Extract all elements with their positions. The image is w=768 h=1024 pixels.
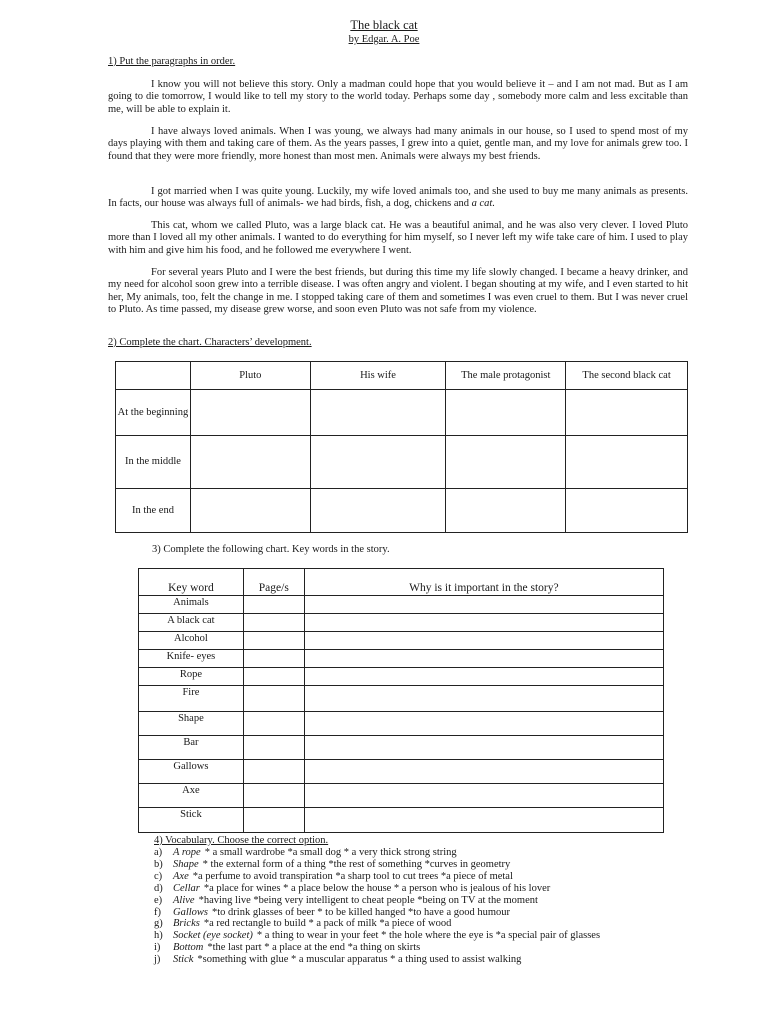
section4-heading: 4) Vocabulary. Choose the correct option. bbox=[154, 835, 329, 846]
vocabulary-list bbox=[154, 847, 600, 966]
chart1-answer-cell[interactable] bbox=[310, 436, 446, 489]
vocab-item: f) Gallows *to drink glasses of beer * to be killed hanged *to have a good humour bbox=[154, 906, 511, 918]
keyword-cell: Stick bbox=[139, 808, 244, 833]
section1-heading: 1) Put the paragraphs in order. bbox=[108, 56, 236, 67]
paragraph-4: This cat, whom we called Pluto, was a large black cat. He was a beautiful animal, and he was also very clever. I loved Pluto more than I loved all my other animals. I wanted to do everything for him myself, so I never left my wife take care of him. I used to play with him and give him his food, and he followed me everywhere I went. bbox=[108, 220, 688, 256]
document-author: by Edgar. A. Poe bbox=[348, 34, 420, 45]
chart1-row-label: In the end bbox=[116, 489, 191, 533]
keyword-cell: Gallows bbox=[139, 760, 244, 784]
chart2-col-header: Why is it important in the story? bbox=[304, 569, 663, 596]
keyword-cell: Shape bbox=[139, 712, 244, 736]
keyword-cell: Axe bbox=[139, 784, 244, 808]
reason-cell[interactable] bbox=[304, 784, 663, 808]
page-cell[interactable] bbox=[243, 596, 304, 614]
reason-cell[interactable] bbox=[304, 668, 663, 686]
chart1-row-label: In the middle bbox=[116, 436, 191, 489]
vocab-item: c) Axe *a perfume to avoid transpiration *a sharp tool to cut trees *a piece of metal bbox=[154, 870, 513, 882]
chart1-row-label: At the beginning bbox=[116, 390, 191, 436]
reason-cell[interactable] bbox=[304, 712, 663, 736]
reason-cell[interactable] bbox=[304, 632, 663, 650]
page-cell[interactable] bbox=[243, 614, 304, 632]
page-cell[interactable] bbox=[243, 760, 304, 784]
vocab-item: a) A rope * a small wardrobe *a small dog * a very thick strong string bbox=[154, 847, 457, 858]
chart1-col-header: The male protagonist bbox=[446, 362, 566, 390]
reason-cell[interactable] bbox=[304, 614, 663, 632]
chart1-answer-cell[interactable] bbox=[310, 390, 446, 436]
paragraph-1: I know you will not believe this story. Only a madman could hope that you would believe it – and I am not mad. But as I am going to die tomorrow, I would like to tell my story to the world today. Perhaps some day , somebody more calm and less excitable than me, will be able to explain it. bbox=[108, 79, 688, 115]
section2-heading: 2) Complete the chart. Characters’ development. bbox=[108, 337, 312, 348]
chart1-corner-cell bbox=[116, 362, 191, 390]
vocab-item: g) Bricks *a red rectangle to build * a pack of milk *a piece of wood bbox=[154, 918, 452, 930]
keyword-cell: Animals bbox=[139, 596, 244, 614]
page-cell[interactable] bbox=[243, 686, 304, 712]
chart1-col-header: Pluto bbox=[190, 362, 310, 390]
page-cell[interactable] bbox=[243, 784, 304, 808]
chart1-answer-cell[interactable] bbox=[566, 489, 688, 533]
chart2-col-header: Page/s bbox=[243, 569, 304, 596]
chart2-col-header: Key word bbox=[139, 569, 244, 596]
document-title: The black cat bbox=[350, 18, 418, 32]
chart1-answer-cell[interactable] bbox=[190, 489, 310, 533]
paragraph-2: I have always loved animals. When I was young, we always had many animals in our house, so I used to spend most of my days playing with them and taking care of them. As the years passes, I grew into a quiet, gentle man, and my love for animals grew too. I found that they were more friendly, more honest than most men. Animals were always my best friends. bbox=[108, 126, 688, 162]
paragraph-5: For several years Pluto and I were the best friends, but during this time my life slowly changed. I became a heavy drinker, and my need for alcohol soon grew into a terrible disease. I was often angry and violent. I began shouting at my wife, and I even started to hit her, My animals, too, felt the change in me. I stopped taking care of them and sometimes I was even cruel to them. But I was never cruel to Pluto. As time passed, my disease grew worse, and soon even Pluto was not safe from my violence. bbox=[108, 267, 688, 315]
chart1-answer-cell[interactable] bbox=[446, 436, 566, 489]
paragraph-3: I got married when I was quite young. Luckily, my wife loved animals too, and she used to buy me many animals as presents. In facts, our house was always full of animals- we had birds, fish, a dog, chickens and a cat. bbox=[108, 186, 688, 210]
reason-cell[interactable] bbox=[304, 650, 663, 668]
page-cell[interactable] bbox=[243, 650, 304, 668]
chart1-col-header: His wife bbox=[310, 362, 446, 390]
chart1-answer-cell[interactable] bbox=[566, 390, 688, 436]
section3-heading: 3) Complete the following chart. Key words in the story. bbox=[152, 544, 390, 555]
chart1-col-header: The second black cat bbox=[566, 362, 688, 390]
page-cell[interactable] bbox=[243, 668, 304, 686]
page-cell[interactable] bbox=[243, 808, 304, 833]
vocab-item: b) Shape * the external form of a thing *the rest of something *curves in geometry bbox=[154, 858, 511, 870]
characters-chart bbox=[115, 361, 688, 533]
reason-cell[interactable] bbox=[304, 596, 663, 614]
chart1-answer-cell[interactable] bbox=[310, 489, 446, 533]
reason-cell[interactable] bbox=[304, 736, 663, 760]
keyword-cell: Alcohol bbox=[139, 632, 244, 650]
page-cell[interactable] bbox=[243, 736, 304, 760]
keyword-cell: Bar bbox=[139, 736, 244, 760]
keyword-cell: Fire bbox=[139, 686, 244, 712]
reason-cell[interactable] bbox=[304, 686, 663, 712]
vocab-item: h) Socket (eye socket) * a thing to wear in your feet * the hole where the eye is *a special pair of glasses bbox=[154, 930, 601, 942]
chart1-answer-cell[interactable] bbox=[190, 436, 310, 489]
chart1-answer-cell[interactable] bbox=[190, 390, 310, 436]
page-cell[interactable] bbox=[243, 712, 304, 736]
page-cell[interactable] bbox=[243, 632, 304, 650]
vocab-item: i) Bottom *the last part * a place at the end *a thing on skirts bbox=[154, 942, 421, 954]
keyword-cell: Rope bbox=[139, 668, 244, 686]
reason-cell[interactable] bbox=[304, 760, 663, 784]
keyword-cell: A black cat bbox=[139, 614, 244, 632]
keyword-cell: Knife- eyes bbox=[139, 650, 244, 668]
vocab-item: e) Alive *having live *being very intelligent to cheat people *being on TV at the moment bbox=[154, 894, 538, 906]
vocab-item: d) Cellar *a place for wines * a place below the house * a person who is jealous of his lover bbox=[154, 882, 551, 894]
reason-cell[interactable] bbox=[304, 808, 663, 833]
chart1-answer-cell[interactable] bbox=[566, 436, 688, 489]
vocab-item: j) Stick *something with glue * a muscular apparatus * a thing used to assist walking bbox=[154, 954, 522, 966]
chart1-answer-cell[interactable] bbox=[446, 390, 566, 436]
chart1-answer-cell[interactable] bbox=[446, 489, 566, 533]
keywords-chart bbox=[138, 568, 664, 833]
